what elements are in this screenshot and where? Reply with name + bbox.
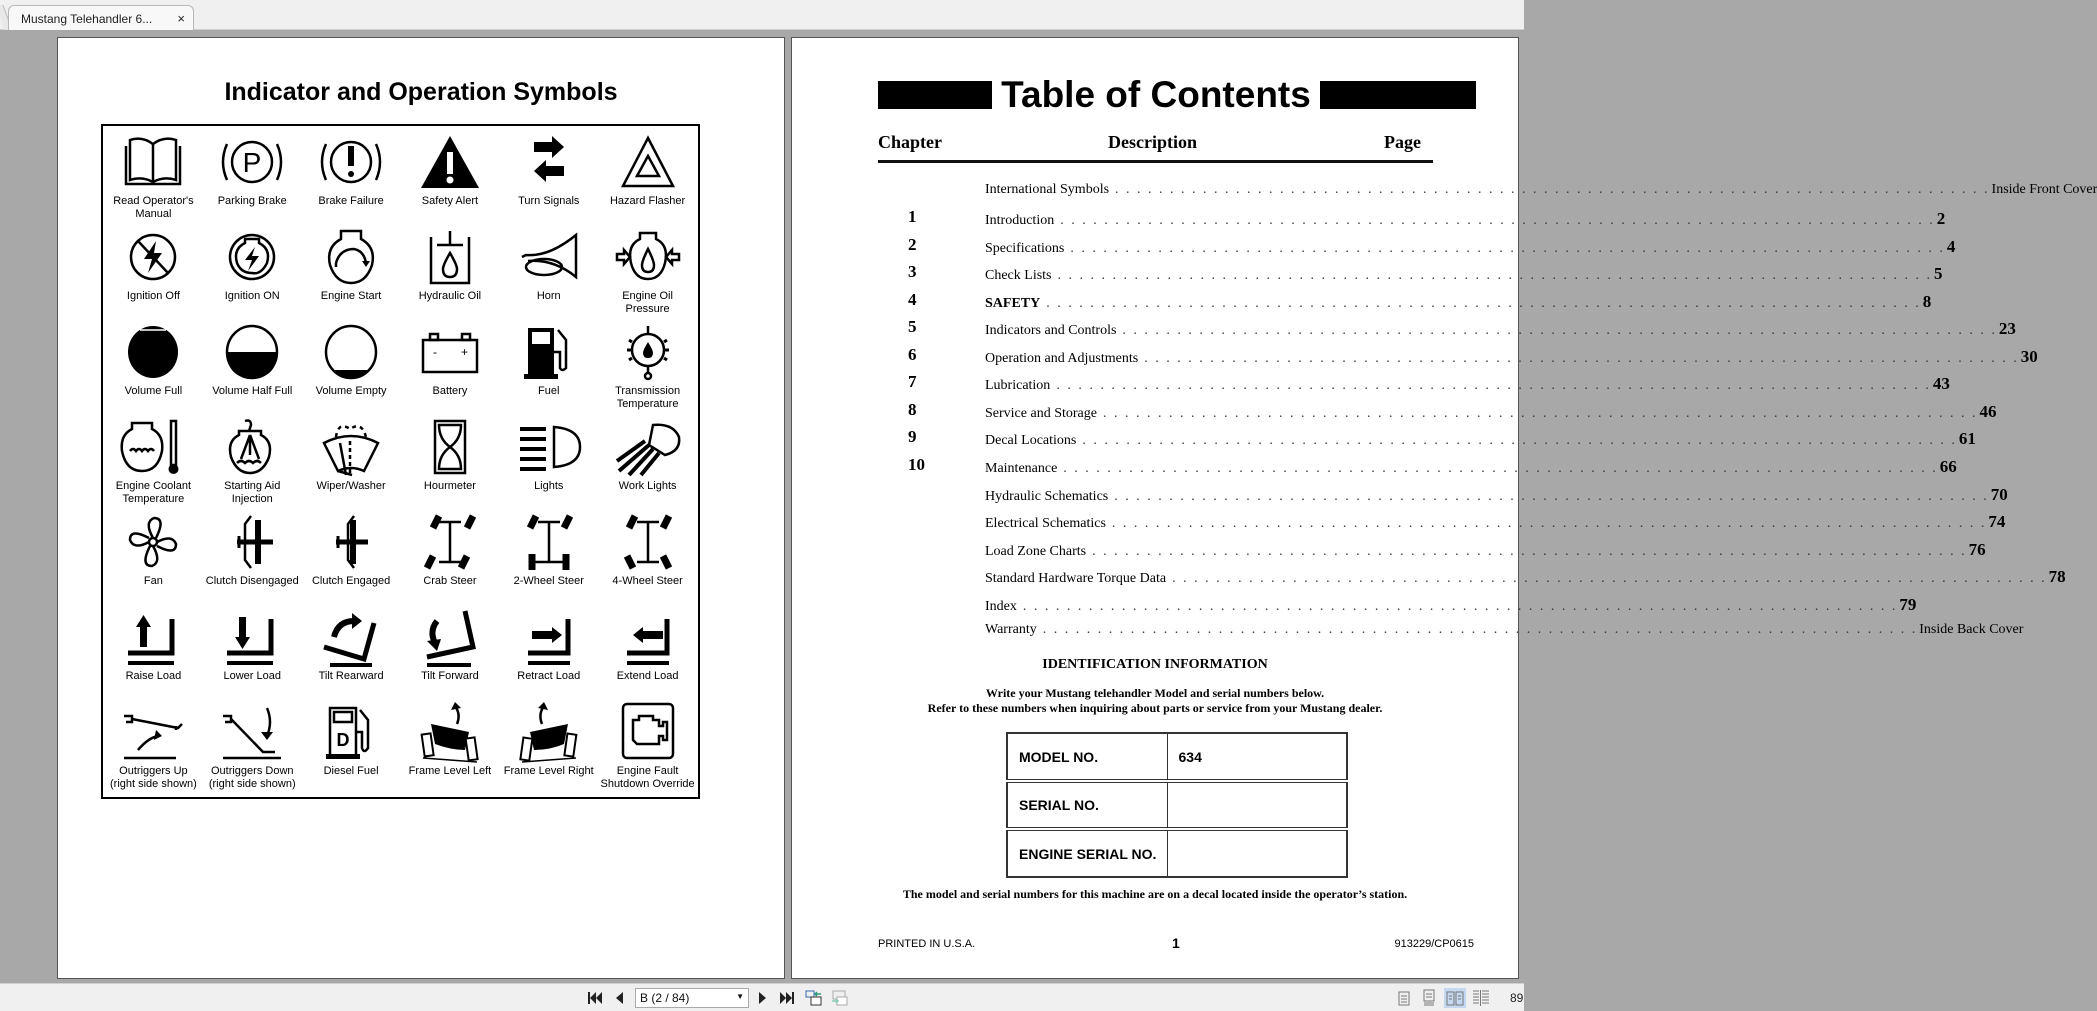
toc-description: Electrical Schematics — [985, 516, 1106, 531]
toc-entry[interactable] — [878, 427, 1976, 451]
id-title: IDENTIFICATION INFORMATION — [1042, 657, 1268, 672]
page-left — [57, 37, 785, 979]
previous-page-button[interactable] — [610, 989, 628, 1007]
symbol-cell — [499, 129, 598, 224]
continuous-view-button[interactable] — [1418, 988, 1440, 1008]
toc-chapter: 9 — [908, 427, 917, 446]
symbol-label: 2-Wheel Steer — [513, 575, 584, 587]
model-label: MODEL NO. — [1007, 733, 1167, 781]
last-page-button[interactable] — [778, 989, 796, 1007]
symbol-label: Volume Full — [124, 385, 183, 397]
engine-coolant-temperature-icon — [118, 417, 188, 477]
symbol-cell — [499, 699, 598, 794]
toc-entry[interactable] — [878, 510, 2006, 534]
symbol-label: Work Lights — [618, 480, 677, 492]
toc-description-line — [985, 512, 2006, 532]
work-lights-icon — [613, 417, 683, 477]
wiper-washer-icon — [316, 417, 386, 477]
symbol-cell — [302, 224, 401, 319]
symbol-cell — [499, 414, 598, 509]
footer-page-number: 1 — [1172, 935, 1180, 951]
toc-description-line — [985, 622, 2024, 638]
symbol-cell — [104, 319, 203, 414]
toc-description: Index — [985, 599, 1017, 614]
tilt-rearward-icon — [316, 607, 386, 667]
symbol-cell — [104, 509, 203, 604]
toc-description: Check Lists — [985, 268, 1052, 283]
toc-chapter: 1 — [908, 207, 917, 226]
four-wheel-steer-icon — [613, 512, 683, 572]
toc-leader-dots: . . . . . . . . . . . . . . . . . . . . . . . . . . . . . . . . . . . . . . . . . . . . . . . . . . . . . . . . . . . . . . . . . . . . . . . . . . . . . . . . — [1060, 213, 1935, 228]
next-page-icon — [757, 991, 769, 1005]
previous-view-button[interactable] — [805, 989, 823, 1007]
toc-description: SAFETY — [985, 296, 1041, 311]
toc-description-line — [985, 292, 1932, 312]
hazard-flasher-icon — [613, 132, 683, 192]
facing-pages-icon — [1446, 991, 1464, 1006]
crab-steer-icon — [415, 512, 485, 572]
toc-leader-dots: . . . . . . . . . . . . . . . . . . . . . . . . . . . . . . . . . . . . . . . . . . . . . . . . . . . . . . . . . . . . . . . . . . . . . . . . . . . . . . . . — [1056, 378, 1931, 393]
title-bar-right — [1320, 81, 1476, 109]
hourmeter-icon — [415, 417, 485, 477]
symbol-cell — [203, 129, 302, 224]
brake-failure-icon — [316, 132, 386, 192]
symbol-label: Read Operator's Manual — [113, 195, 194, 220]
book-icon — [118, 132, 188, 192]
zoom-level[interactable]: 89 — [1510, 991, 1524, 1005]
toc-description-line — [985, 457, 1957, 477]
symbol-cell — [598, 129, 697, 224]
page-selector-value: B (2 / 84) — [640, 991, 690, 1005]
continuous-page-icon — [1423, 990, 1435, 1006]
symbol-cell — [401, 224, 500, 319]
toc-leader-dots: . . . . . . . . . . . . . . . . . . . . . . . . . . . . . . . . . . . . . . . . . . . . . . . . . . . . . . . . . . . . . . . . . . . . . . . . . . . . . . . . — [1102, 406, 1978, 421]
toc-description-line — [985, 347, 2038, 367]
svg-text:+: + — [460, 345, 468, 359]
symbols-title: Indicator and Operation Symbols — [224, 78, 618, 106]
engine-oil-pressure-icon — [613, 227, 683, 287]
lights-icon — [514, 417, 584, 477]
next-view-icon — [831, 990, 849, 1006]
symbol-label: Parking Brake — [217, 195, 287, 207]
frame-level-left-icon — [415, 702, 485, 762]
symbol-label: Tilt Rearward — [318, 670, 384, 682]
symbol-cell — [401, 319, 500, 414]
toc-description-line — [985, 209, 1946, 229]
toc-page: 30 — [2020, 347, 2038, 366]
symbol-cell — [203, 604, 302, 699]
last-page-icon — [779, 991, 795, 1005]
symbol-label: Volume Empty — [315, 385, 387, 397]
horn-icon — [514, 227, 584, 287]
continuous-facing-icon — [1472, 990, 1490, 1006]
toc-entry[interactable] — [878, 207, 1946, 231]
diesel-fuel-icon — [316, 702, 386, 762]
symbol-label: Hazard Flasher — [609, 195, 686, 207]
symbol-label: Lights — [534, 480, 564, 492]
id-note: The model and serial numbers for this machine are on a decal located inside the operator’s station. — [902, 887, 1408, 901]
continuous-facing-view-button[interactable] — [1470, 988, 1492, 1008]
toc-leader-dots: . . . . . . . . . . . . . . . . . . . . . . . . . . . . . . . . . . . . . . . . . . . . . . . . . . . . . . . . . . . . . . . . . . . . . . . . . . . . . . . . — [1092, 544, 1967, 559]
toc-entry[interactable] — [878, 180, 2097, 204]
symbol-cell — [203, 699, 302, 794]
outriggers-down-icon — [217, 702, 287, 762]
toc-leader-dots: . . . . . . . . . . . . . . . . . . . . . . . . . . . . . . . . . . . . . . . . . . . . . . . . . . . . . . . . . . . . . . . . . . . . . . . . . . . . . . . . — [1114, 489, 1989, 504]
symbol-label: Crab Steer — [423, 575, 477, 587]
raise-load-icon — [118, 607, 188, 667]
toc-page: 5 — [1934, 264, 1943, 283]
toc-leader-dots: . . . . . . . . . . . . . . . . . . . . . . . . . . . . . . . . . . . . . . . . . . . . . . . . . . . . . . . . . . . . . . . . . . . . . . . . . . . . . . . . — [1063, 461, 1938, 476]
parking-brake-icon — [217, 132, 287, 192]
status-bar — [0, 983, 1524, 1011]
symbol-label: Horn — [536, 290, 561, 302]
symbol-label: Retract Load — [517, 670, 581, 682]
extend-load-icon — [613, 607, 683, 667]
symbol-label: Fan — [143, 575, 163, 587]
battery-icon — [415, 322, 485, 382]
ignition-off-icon — [118, 227, 188, 287]
symbol-label: Ignition ON — [224, 290, 280, 302]
toc-description: Service and Storage — [985, 406, 1097, 421]
toc-description-line — [985, 429, 1976, 449]
toc-chapter: 2 — [908, 235, 917, 254]
symbol-cell — [104, 604, 203, 699]
toc-title: Table of Contents — [1001, 74, 1311, 115]
safety-alert-icon — [415, 132, 485, 192]
symbol-label: Wiper/Washer — [316, 480, 386, 492]
toc-description: Lubrication — [985, 378, 1051, 393]
symbol-cell — [104, 699, 203, 794]
symbol-label: Turn Signals — [518, 195, 580, 207]
symbol-cell — [302, 319, 401, 414]
frame-level-right-icon — [514, 702, 584, 762]
toc-leader-dots: . . . . . . . . . . . . . . . . . . . . . . . . . . . . . . . . . . . . . . . . . . . . . . . . . . . . . . . . . . . . . . . . . . . . . . . . . . . . . . . . — [1057, 268, 1932, 283]
toc-description-line — [985, 319, 2016, 339]
toc-leader-dots: . . . . . . . . . . . . . . . . . . . . . . . . . . . . . . . . . . . . . . . . . . . . . . . . . . . . . . . . . . . . . . . . . . . . . . . . . . . . . . . . — [1111, 516, 1987, 531]
tab-bar — [0, 0, 1524, 30]
clutch-disengaged-icon — [217, 512, 287, 572]
tilt-forward-icon — [415, 607, 485, 667]
toc-entry[interactable] — [878, 400, 1997, 424]
toc-description-line — [985, 485, 2008, 505]
symbol-cell — [401, 129, 500, 224]
symbol-label: Outriggers Up (right side shown) — [110, 765, 197, 790]
symbol-cell — [203, 414, 302, 509]
symbol-label: Lower Load — [223, 670, 281, 682]
header-chapter: Chapter — [878, 132, 942, 152]
toc-chapter: 3 — [908, 262, 917, 281]
symbol-cell — [302, 699, 401, 794]
volume-full-icon — [118, 322, 188, 382]
toc-description: Decal Locations — [985, 433, 1077, 448]
toc-description: Indicators and Controls — [985, 323, 1117, 338]
volume-empty-icon — [316, 322, 386, 382]
id-row-serial — [1007, 781, 1347, 829]
symbol-cell — [401, 699, 500, 794]
symbol-cell — [203, 509, 302, 604]
toc-description-line — [985, 237, 1956, 257]
toc-description: Introduction — [985, 213, 1055, 228]
title-bar-left — [878, 81, 992, 109]
symbol-cell — [598, 509, 697, 604]
symbol-cell — [499, 604, 598, 699]
toc-description: Warranty — [985, 622, 1037, 637]
toc-page: 76 — [1968, 540, 1986, 559]
symbol-cell — [302, 604, 401, 699]
first-page-button[interactable] — [586, 989, 604, 1007]
engine-serial-value — [1167, 829, 1347, 877]
symbol-label: Transmission Temperature — [615, 385, 681, 410]
id-line-1: Write your Mustang telehandler Model and serial numbers below. — [985, 686, 1325, 700]
symbol-cell — [302, 414, 401, 509]
toc-description-line — [985, 264, 1943, 284]
header-description: Description — [1108, 132, 1197, 152]
symbol-label: Raise Load — [125, 670, 182, 682]
model-value: 634 — [1167, 733, 1347, 781]
toc-leader-dots: . . . . . . . . . . . . . . . . . . . . . . . . . . . . . . . . . . . . . . . . . . . . . . . . . . . . . . . . . . . . . . . . . . . . . . . . . . . . . . . . — [1046, 296, 1921, 311]
toc-leader-dots: . . . . . . . . . . . . . . . . . . . . . . . . . . . . . . . . . . . . . . . . . . . . . . . . . . . . . . . . . . . . . . . . . . . . . . . . . . . . . . . . — [1082, 433, 1957, 448]
id-instructions — [792, 686, 1518, 716]
toc-page: 61 — [1958, 429, 1976, 448]
symbol-cell — [499, 319, 598, 414]
toc-entry[interactable] — [878, 538, 1986, 562]
symbol-label: Tilt Forward — [421, 670, 479, 682]
symbol-cell — [104, 414, 203, 509]
toc-page: 74 — [1988, 512, 2006, 531]
toc-page: 78 — [2048, 567, 2066, 586]
lower-load-icon — [217, 607, 287, 667]
outriggers-up-icon — [118, 702, 188, 762]
volume-half-full-icon — [217, 322, 287, 382]
footer-printed: PRINTED IN U.S.A. — [878, 938, 976, 950]
symbol-cell — [499, 509, 598, 604]
toc-description: Load Zone Charts — [985, 544, 1087, 559]
toc-chapter: 7 — [908, 372, 917, 391]
toc-entry[interactable] — [878, 262, 1943, 286]
symbol-label: Starting Aid Injection — [224, 480, 281, 505]
id-table — [1006, 732, 1348, 878]
fuel-icon — [514, 322, 584, 382]
toc-page: 79 — [1899, 595, 1917, 614]
next-view-button[interactable] — [831, 989, 849, 1007]
toc-page: 8 — [1922, 292, 1932, 311]
single-page-icon — [1398, 991, 1410, 1006]
toc-entry[interactable] — [878, 565, 2066, 589]
facing-view-button[interactable] — [1444, 988, 1466, 1008]
toc-leader-dots: . . . . . . . . . . . . . . . . . . . . . . . . . . . . . . . . . . . . . . . . . . . . . . . . . . . . . . . . . . . . . . . . . . . . . . . . . . . . . . . . — [1070, 241, 1945, 256]
toc-description: Standard Hardware Torque Data — [985, 571, 1167, 586]
toc-description: International Symbols — [985, 182, 1110, 197]
two-wheel-steer-icon — [514, 512, 584, 572]
toc-entry[interactable] — [878, 345, 2038, 369]
engine-serial-label: ENGINE SERIAL NO. — [1007, 829, 1167, 877]
symbol-cell — [598, 319, 697, 414]
toc-entry[interactable] — [878, 235, 1956, 259]
toc-chapter: 5 — [908, 317, 917, 336]
symbol-label: Engine Coolant Temperature — [115, 480, 192, 505]
toc-leader-dots: . . . . . . . . . . . . . . . . . . . . . . . . . . . . . . . . . . . . . . . . . . . . . . . . . . . . . . . . . . . . . . . . . . . . . . . . . . . . . . . . — [1115, 182, 1990, 197]
previous-page-icon — [613, 991, 625, 1005]
symbol-label: Brake Failure — [318, 195, 384, 207]
symbol-label: Hydraulic Oil — [418, 290, 482, 302]
symbol-cell — [401, 509, 500, 604]
serial-label: SERIAL NO. — [1007, 781, 1167, 829]
starting-aid-injection-icon — [217, 417, 287, 477]
header-page: Page — [1384, 132, 1421, 152]
toc-leader-dots: . . . . . . . . . . . . . . . . . . . . . . . . . . . . . . . . . . . . . . . . . . . . . . . . . . . . . . . . . . . . . . . . . . . . . . . . . . . . . . . . — [1042, 622, 1918, 637]
symbol-label: Ignition Off — [126, 290, 180, 302]
transmission-temperature-icon — [613, 322, 683, 382]
engine-start-icon — [316, 227, 386, 287]
document-viewer[interactable] — [0, 30, 2097, 983]
toc-description-line — [985, 595, 1917, 615]
clutch-engaged-icon — [316, 512, 386, 572]
symbol-label: Clutch Engaged — [311, 575, 391, 587]
symbol-cell — [598, 604, 697, 699]
symbol-label: Clutch Disengaged — [205, 575, 299, 587]
page-selector[interactable] — [635, 988, 749, 1008]
symbol-label: Outriggers Down (right side shown) — [208, 765, 296, 790]
symbol-label: Engine Start — [320, 290, 382, 302]
close-icon[interactable]: × — [177, 11, 185, 26]
toc-description-line — [985, 567, 2066, 587]
toc-page: 2 — [1936, 209, 1946, 228]
toc-description: Specifications — [985, 241, 1065, 256]
page-right — [791, 37, 2097, 979]
toc-description-line — [985, 374, 1950, 394]
toc-leader-dots: . . . . . . . . . . . . . . . . . . . . . . . . . . . . . . . . . . . . . . . . . . . . . . . . . . . . . . . . . . . . . . . . . . . . . . . . . . . . . . . . — [1122, 323, 1997, 338]
symbol-label: Hourmeter — [423, 480, 476, 492]
toc-entry[interactable] — [878, 483, 2008, 507]
symbol-cell — [401, 414, 500, 509]
symbol-cell — [104, 129, 203, 224]
toc-page: 23 — [1998, 319, 2016, 338]
symbol-label: Frame Level Left — [408, 765, 492, 777]
toc-entry[interactable] — [878, 290, 1932, 314]
symbol-label: 4-Wheel Steer — [612, 575, 683, 587]
svg-text:P: P — [242, 147, 262, 178]
toc-leader-dots: . . . . . . . . . . . . . . . . . . . . . . . . . . . . . . . . . . . . . . . . . . . . . . . . . . . . . . . . . . . . . . . . . . . . . . . . . . . . . . . . — [1022, 599, 1898, 614]
symbol-label: Engine Oil Pressure — [622, 290, 673, 315]
toc-page: Inside Front Cover — [1991, 182, 2097, 197]
hydraulic-oil-icon — [415, 227, 485, 287]
svg-text:D: D — [336, 730, 350, 750]
toc-page: 66 — [1939, 457, 1957, 476]
symbols-grid — [101, 124, 700, 799]
symbol-label: Safety Alert — [421, 195, 479, 207]
toc-description-line — [985, 402, 1997, 422]
toc-entry[interactable] — [878, 455, 1957, 479]
toc-description: Hydraulic Schematics — [985, 489, 1109, 504]
toc-page: 46 — [1979, 402, 1997, 421]
next-page-button[interactable] — [754, 989, 772, 1007]
engine-fault-override-icon — [613, 702, 683, 762]
symbol-cell — [499, 224, 598, 319]
ignition-on-icon — [217, 227, 287, 287]
symbol-label: Engine Fault Shutdown Override — [600, 765, 695, 790]
toc-chapter: 8 — [908, 400, 917, 419]
toc-chapter: 4 — [908, 290, 917, 309]
toc-description-line — [985, 540, 1986, 560]
id-row-model — [1007, 733, 1347, 781]
toc-description: Maintenance — [985, 461, 1058, 476]
retract-load-icon — [514, 607, 584, 667]
id-row-engine-serial — [1007, 829, 1347, 877]
symbol-cell — [302, 509, 401, 604]
symbol-label: Extend Load — [616, 670, 679, 682]
symbol-label: Frame Level Right — [503, 765, 594, 777]
symbol-cell — [104, 224, 203, 319]
serial-value — [1167, 781, 1347, 829]
footer-doc-code: 913229/CP0615 — [1394, 938, 1474, 950]
header-rule — [878, 160, 1433, 163]
tab-title: Mustang Telehandler 6... — [21, 12, 153, 26]
toc-page: 70 — [1990, 485, 2008, 504]
symbol-label: Diesel Fuel — [323, 765, 379, 777]
toc-entry[interactable] — [878, 317, 2016, 341]
toc-entry[interactable] — [878, 593, 1917, 617]
single-page-view-button[interactable] — [1393, 988, 1415, 1008]
symbol-label: Fuel — [538, 385, 560, 397]
svg-text:-: - — [432, 345, 437, 359]
toc-page: 4 — [1946, 237, 1956, 256]
toc-page: Inside Back Cover — [1919, 622, 2024, 637]
toc-page: 43 — [1932, 374, 1950, 393]
symbol-cell — [203, 319, 302, 414]
toc-entry[interactable] — [878, 620, 2024, 644]
document-tab[interactable] — [8, 5, 194, 30]
first-page-icon — [587, 991, 603, 1005]
symbol-cell — [598, 414, 697, 509]
previous-view-icon — [805, 990, 823, 1006]
fan-icon — [118, 512, 188, 572]
chevron-down-icon: ▼ — [736, 992, 744, 1001]
toc-description: Operation and Adjustments — [985, 351, 1139, 366]
symbol-label: Volume Half Full — [212, 385, 293, 397]
id-line-2: Refer to these numbers when inquiring about parts or service from your Mustang dealer. — [927, 701, 1383, 715]
symbol-cell — [203, 224, 302, 319]
symbol-cell — [302, 129, 401, 224]
toc-description-line — [985, 182, 2097, 198]
toc-chapter: 10 — [908, 455, 925, 474]
symbol-cell — [598, 699, 697, 794]
toc-leader-dots: . . . . . . . . . . . . . . . . . . . . . . . . . . . . . . . . . . . . . . . . . . . . . . . . . . . . . . . . . . . . . . . . . . . . . . . . . . . . . . . . — [1144, 351, 2019, 366]
symbol-cell — [598, 224, 697, 319]
turn-signals-icon — [514, 132, 584, 192]
symbol-label: Battery — [432, 385, 468, 397]
toc-chapter: 6 — [908, 345, 917, 364]
symbol-cell — [401, 604, 500, 699]
toc-leader-dots: . . . . . . . . . . . . . . . . . . . . . . . . . . . . . . . . . . . . . . . . . . . . . . . . . . . . . . . . . . . . . . . . . . . . . . . . . . . . . . . . — [1172, 571, 2047, 586]
toc-entry[interactable] — [878, 372, 1950, 396]
